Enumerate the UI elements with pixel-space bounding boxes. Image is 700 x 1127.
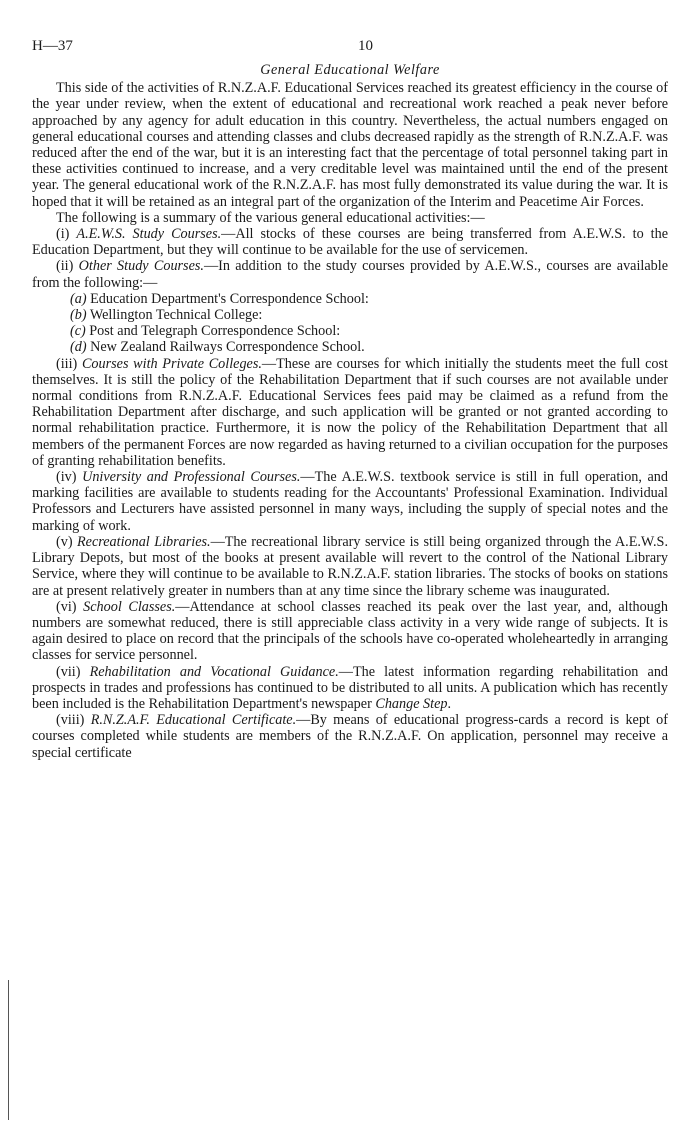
page-header — [32, 38, 668, 58]
margin-rule — [8, 980, 9, 1120]
sub-list-item — [70, 291, 668, 307]
item-heading: Rehabilitation and Vocational Guidance. — [89, 663, 339, 680]
item-tail: . — [447, 695, 452, 712]
item-heading: R.N.Z.A.F. Educational Certificate. — [90, 712, 297, 729]
summary-lead: The following is a summary of the various general educational activities:— — [56, 209, 485, 226]
item-text: —In addition to the study courses provided by A.E.W.S., courses are available from the following:— — [32, 258, 668, 291]
newspaper-title: Change Step — [375, 695, 448, 712]
item-number: (iv) — [56, 469, 77, 486]
item-text: —All stocks of these courses are being transferred from A.E.W.S. to the Education Department, but they will continue to be available for the use of servicemen. — [32, 226, 668, 259]
item-number: (iii) — [56, 355, 78, 372]
sub-list — [32, 291, 668, 356]
sub-list-item — [70, 307, 668, 323]
item-text: —Attendance at school classes reached its peak over the last year, and, although numbers are somewhat reduced, there is still appreciable class activity in a very wide range of subjects. It is again desired to place on record that the principals of the schools have co-operated wholeheartedly in arranging classes for service personnel. — [32, 598, 668, 664]
document-reference: H—37 — [32, 38, 73, 54]
item-text: —The recreational library service is still being organized through the A.E.W.S. Library Depots, but most of the books at present available will revert to the control of the National Library Service, where they will continue to be available to R.N.Z.A.F. station libraries. The stocks of books on stations are at present relatively greater in numbers than at any time since the library scheme was inaugurated. — [32, 533, 668, 599]
item-6 — [32, 599, 668, 664]
sub-list-text: Education Department's Correspondence School: — [90, 290, 369, 307]
page-number: 10 — [358, 38, 373, 54]
item-number: (v) — [56, 533, 73, 550]
item-heading: University and Professional Courses. — [82, 469, 301, 486]
page-body — [32, 62, 668, 761]
item-8 — [32, 712, 668, 761]
item-number: (vii) — [56, 663, 81, 680]
sub-list-text: Wellington Technical College: — [89, 307, 263, 324]
item-3 — [32, 356, 668, 469]
item-heading: Recreational Libraries. — [77, 533, 211, 550]
item-heading: Courses with Private Colleges. — [81, 355, 262, 372]
section-title: General Educational Welfare — [260, 62, 440, 78]
item-number: (ii) — [56, 258, 74, 275]
item-number: (viii) — [56, 712, 85, 729]
item-heading: School Classes. — [83, 598, 176, 615]
sub-list-item — [70, 323, 668, 339]
item-7 — [32, 664, 668, 713]
item-text: —These are courses for which initially the students meet the full cost themselves. It is still the policy of the Rehabilitation Department that if such courses are not available under normal conditions from R.N.Z.A.F. Educational Services fees paid may be claimed as a refund from the Rehabilitation Department after discharge, and such application will be granted or not granted according to normal rehabilitation practice. Furthermore, it is now the policy of the Rehabilitation Department that all members of the permanent Forces are now regarded as having returned to a civilian occupation for the purposes of granting rehabilitation benefits. — [32, 355, 668, 469]
item-2 — [32, 258, 668, 290]
item-number: (vi) — [56, 598, 77, 615]
item-heading: A.E.W.S. Study Courses. — [76, 226, 222, 243]
sub-list-text: New Zealand Railways Correspondence School. — [90, 339, 365, 356]
item-number: (i) — [56, 226, 70, 243]
item-text: —The A.E.W.S. textbook service is still in full operation, and marking facilities are available to students reading for the Accountants' Professional Examination. Individual Professors and Lecturers have assisted personnel in many ways, including the supply of special notes and the marking of work. — [32, 469, 668, 534]
item-text: —By means of educational progress-cards a record is kept of courses completed while students are members of the R.N.Z.A.F. On application, personnel may receive a special certificate — [32, 712, 668, 761]
sub-list-item — [70, 339, 668, 355]
sub-list-letter: (b) — [70, 307, 87, 324]
intro-paragraph: This side of the activities of R.N.Z.A.F. Educational Services reached its greatest efficiency in the course of the year under review, when the extent of educational and recreational work reached a peak never before approached by any agency for adult education in this country. Nevertheless, the actual numbers engaged on general educational courses and attending classes and clubs decreased rapidly as the strength of R.N.Z.A.F. was reduced after the end of the war, but it is an interesting fact that the percentage of total personnel taking part in these activities continued to increase, and a very creditable level was maintained until the end of the present year. The general educational work of the R.N.Z.A.F. has most fully demonstrated its value during the war. It is hoped that it will be retained as an integral part of the organization of the Interim and Peacetime Air Forces. — [32, 80, 668, 210]
sub-list-letter: (c) — [70, 323, 86, 340]
sub-list-text: Post and Telegraph Correspondence School: — [89, 323, 341, 340]
item-4 — [32, 469, 668, 534]
sub-list-letter: (d) — [70, 339, 87, 356]
item-heading: Other Study Courses. — [78, 258, 204, 275]
item-text: —The latest information regarding rehabilitation and prospects in trades and professions has continued to be distributed to all units. A publication which has recently been included is the Rehabilitation Department's newspaper — [32, 663, 669, 712]
item-1 — [32, 226, 668, 258]
item-5 — [32, 534, 668, 599]
sub-list-letter: (a) — [70, 290, 87, 307]
